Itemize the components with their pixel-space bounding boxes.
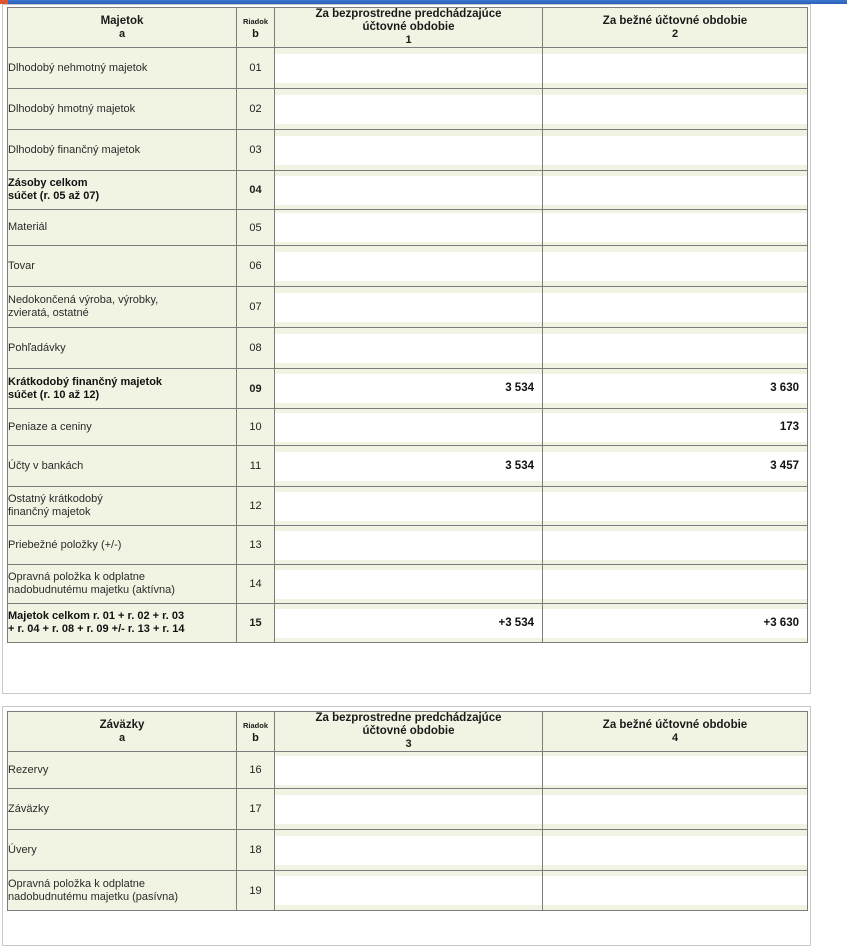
col-a-title: Záväzky — [99, 718, 145, 731]
previous-period-value-cell — [275, 171, 543, 210]
col-a-header — [8, 712, 237, 752]
previous-period-value-cell — [275, 604, 543, 643]
current-period-value-cell — [543, 446, 808, 487]
col-4-title: Za bežné účtovné obdobie — [602, 718, 748, 731]
previous-period-value-input[interactable] — [275, 836, 542, 865]
table-row — [8, 487, 808, 526]
row-label: Ostatný krátkodobý finančný majetok — [8, 487, 237, 526]
table-row — [8, 526, 808, 565]
previous-period-value-input[interactable]: +3 534 — [275, 609, 542, 638]
assets-header-row — [8, 8, 808, 48]
current-period-value-input[interactable] — [543, 334, 807, 363]
current-period-value-input[interactable] — [543, 54, 807, 83]
col-a-header — [8, 8, 237, 48]
row-number: 01 — [237, 48, 275, 89]
current-period-value-cell — [543, 565, 808, 604]
current-period-value-input[interactable]: 3 630 — [543, 374, 807, 403]
row-number: 14 — [237, 565, 275, 604]
table-row — [8, 604, 808, 643]
row-number: 13 — [237, 526, 275, 565]
previous-period-value-cell — [275, 210, 543, 246]
previous-period-value-cell — [275, 446, 543, 487]
current-period-value-input[interactable] — [543, 492, 807, 521]
current-period-value-input[interactable] — [543, 95, 807, 124]
current-period-value-input[interactable]: +3 630 — [543, 609, 807, 638]
liabilities-body — [8, 752, 808, 911]
current-period-value-input[interactable] — [543, 795, 807, 824]
liabilities-table — [7, 711, 808, 911]
current-period-value-cell — [543, 604, 808, 643]
col-1-header — [275, 8, 543, 48]
col-2-title: Za bežné účtovné obdobie — [602, 14, 748, 27]
previous-period-value-input[interactable] — [275, 334, 542, 363]
col-b-title: Riadok — [242, 16, 268, 26]
previous-period-value-input[interactable] — [275, 492, 542, 521]
row-number: 07 — [237, 287, 275, 328]
row-label: Nedokončená výroba, výrobky, zvieratá, ostatné — [8, 287, 237, 328]
current-period-value-cell — [543, 246, 808, 287]
table-row — [8, 130, 808, 171]
previous-period-value-cell — [275, 89, 543, 130]
previous-period-value-cell — [275, 752, 543, 789]
current-period-value-cell — [543, 287, 808, 328]
current-period-value-cell — [543, 171, 808, 210]
current-period-value-cell — [543, 89, 808, 130]
col-2-header — [543, 8, 808, 48]
table-row — [8, 48, 808, 89]
row-number: 16 — [237, 752, 275, 789]
current-period-value-cell — [543, 328, 808, 369]
table-row — [8, 871, 808, 911]
row-label: Dlhodobý nehmotný majetok — [8, 48, 237, 89]
previous-period-value-cell — [275, 526, 543, 565]
table-row — [8, 328, 808, 369]
previous-period-value-input[interactable] — [275, 876, 542, 905]
table-row — [8, 171, 808, 210]
row-label: Účty v bankách — [8, 446, 237, 487]
row-label: Pohľadávky — [8, 328, 237, 369]
previous-period-value-cell — [275, 287, 543, 328]
current-period-value-input[interactable] — [543, 176, 807, 205]
table-row — [8, 752, 808, 789]
current-period-value-input[interactable] — [543, 756, 807, 785]
row-label: Zásoby celkom súčet (r. 05 až 07) — [8, 171, 237, 210]
previous-period-value-input[interactable] — [275, 570, 542, 599]
row-number: 09 — [237, 369, 275, 409]
previous-period-value-input[interactable] — [275, 756, 542, 785]
row-label: Materiál — [8, 210, 237, 246]
current-period-value-input[interactable] — [543, 252, 807, 281]
row-number: 15 — [237, 604, 275, 643]
table-row — [8, 446, 808, 487]
col-b-sub: b — [252, 27, 259, 40]
current-period-value-cell — [543, 871, 808, 911]
assets-panel — [2, 4, 811, 694]
previous-period-value-input[interactable] — [275, 136, 542, 165]
previous-period-value-input[interactable] — [275, 413, 542, 442]
table-row — [8, 246, 808, 287]
col-b-header — [237, 8, 275, 48]
current-period-value-input[interactable]: 3 457 — [543, 452, 807, 481]
table-row — [8, 409, 808, 446]
col-b-title: Riadok — [242, 720, 268, 730]
previous-period-value-input[interactable] — [275, 795, 542, 824]
previous-period-value-cell — [275, 871, 543, 911]
row-label: Opravná položka k odplatne nadobudnutému majetku (pasívna) — [8, 871, 237, 911]
current-period-value-cell — [543, 526, 808, 565]
previous-period-value-input[interactable] — [275, 293, 542, 322]
previous-period-value-input[interactable] — [275, 54, 542, 83]
row-number: 10 — [237, 409, 275, 446]
current-period-value-input[interactable] — [543, 293, 807, 322]
table-row — [8, 369, 808, 409]
col-4-header — [543, 712, 808, 752]
previous-period-value-input[interactable]: 3 534 — [275, 374, 542, 403]
row-number: 18 — [237, 830, 275, 871]
table-row — [8, 287, 808, 328]
current-period-value-cell — [543, 752, 808, 789]
previous-period-value-cell — [275, 246, 543, 287]
row-label: Záväzky — [8, 789, 237, 830]
row-number: 02 — [237, 89, 275, 130]
row-label: Úvery — [8, 830, 237, 871]
current-period-value-input[interactable] — [543, 531, 807, 560]
row-label: Priebežné položky (+/-) — [8, 526, 237, 565]
row-number: 06 — [237, 246, 275, 287]
current-period-value-cell — [543, 830, 808, 871]
current-period-value-cell — [543, 789, 808, 830]
liabilities-panel — [2, 706, 811, 946]
row-label: Krátkodobý finančný majetok súčet (r. 10 až 12) — [8, 369, 237, 409]
row-number: 04 — [237, 171, 275, 210]
row-label: Majetok celkom r. 01 + r. 02 + r. 03 + r. 04 + r. 08 + r. 09 +/- r. 13 + r. 14 — [8, 604, 237, 643]
row-number: 12 — [237, 487, 275, 526]
previous-period-value-cell — [275, 789, 543, 830]
current-period-value-input[interactable] — [543, 836, 807, 865]
col-a-title: Majetok — [100, 14, 144, 27]
table-row — [8, 789, 808, 830]
col-a-sub: a — [118, 27, 126, 40]
current-period-value-input[interactable] — [543, 570, 807, 599]
current-period-value-cell — [543, 210, 808, 246]
previous-period-value-cell — [275, 130, 543, 171]
col-a-sub: a — [118, 731, 126, 744]
current-period-value-cell — [543, 409, 808, 446]
previous-period-value-cell — [275, 328, 543, 369]
current-period-value-input[interactable]: 173 — [543, 413, 807, 442]
previous-period-value-input[interactable] — [275, 176, 542, 205]
previous-period-value-cell — [275, 409, 543, 446]
table-row — [8, 210, 808, 246]
previous-period-value-input[interactable]: 3 534 — [275, 452, 542, 481]
row-number: 17 — [237, 789, 275, 830]
col-4-sub: 4 — [671, 731, 679, 744]
table-row — [8, 830, 808, 871]
col-3-sub: 3 — [405, 738, 412, 750]
previous-period-value-input[interactable] — [275, 213, 542, 242]
row-number: 19 — [237, 871, 275, 911]
row-number: 11 — [237, 446, 275, 487]
current-period-value-cell — [543, 487, 808, 526]
previous-period-value-cell — [275, 830, 543, 871]
row-label: Opravná položka k odplatne nadobudnutému majetku (aktívna) — [8, 565, 237, 604]
col-1-title: Za bezprostredne predchádzajúce účtovné obdobie — [315, 8, 502, 33]
row-label: Dlhodobý finančný majetok — [8, 130, 237, 171]
col-b-header — [237, 712, 275, 752]
table-row — [8, 89, 808, 130]
col-3-header — [275, 712, 543, 752]
col-b-sub: b — [252, 731, 259, 744]
col-2-sub: 2 — [671, 27, 679, 40]
current-period-value-input[interactable] — [543, 213, 807, 242]
current-period-value-input[interactable] — [543, 136, 807, 165]
assets-body — [8, 48, 808, 643]
current-period-value-cell — [543, 130, 808, 171]
previous-period-value-input[interactable] — [275, 95, 542, 124]
liabilities-header-row — [8, 712, 808, 752]
current-period-value-cell — [543, 369, 808, 409]
row-number: 08 — [237, 328, 275, 369]
row-number: 03 — [237, 130, 275, 171]
current-period-value-input[interactable] — [543, 876, 807, 905]
previous-period-value-cell — [275, 369, 543, 409]
table-row — [8, 565, 808, 604]
row-label: Rezervy — [8, 752, 237, 789]
previous-period-value-input[interactable] — [275, 531, 542, 560]
previous-period-value-input[interactable] — [275, 252, 542, 281]
row-label: Peniaze a ceniny — [8, 409, 237, 446]
row-label: Tovar — [8, 246, 237, 287]
current-period-value-cell — [543, 48, 808, 89]
assets-table — [7, 7, 808, 643]
row-number: 05 — [237, 210, 275, 246]
previous-period-value-cell — [275, 487, 543, 526]
col-1-sub: 1 — [405, 34, 412, 46]
previous-period-value-cell — [275, 48, 543, 89]
row-label: Dlhodobý hmotný majetok — [8, 89, 237, 130]
previous-period-value-cell — [275, 565, 543, 604]
col-3-title: Za bezprostredne predchádzajúce účtovné obdobie — [315, 712, 502, 737]
